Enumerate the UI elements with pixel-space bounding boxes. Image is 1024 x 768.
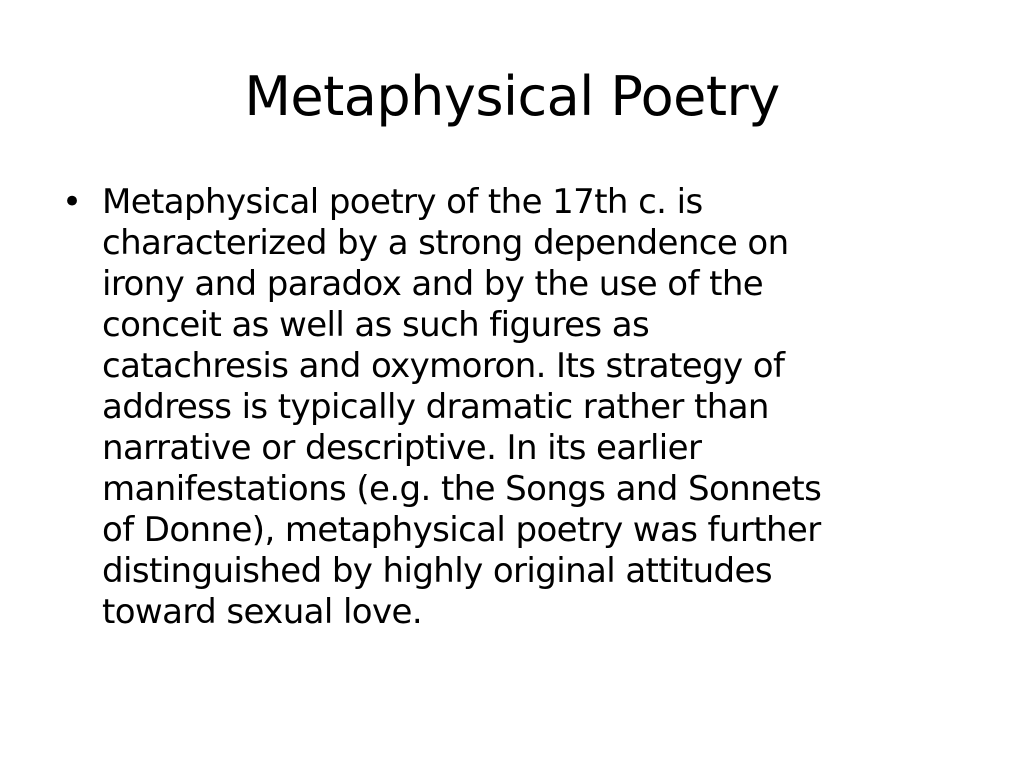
bullet-line: conceit as well as such figures as (102, 305, 650, 345)
bullet-line: distinguished by highly original attitudes (102, 551, 772, 591)
slide-body (62, 182, 962, 633)
bullet-line: toward sexual love. (102, 592, 423, 632)
bullet-line: characterized by a strong dependence on (102, 223, 789, 263)
bullet-line: address is typically dramatic rather than (102, 387, 769, 427)
bullet-line: catachresis and oxymoron. Its strategy of (102, 346, 785, 386)
slide-title: Metaphysical Poetry (244, 65, 780, 128)
bullet-list (62, 182, 962, 633)
bullet-item (62, 182, 962, 633)
bullet-line: narrative or descriptive. In its earlier (102, 428, 702, 468)
bullet-line: Metaphysical poetry of the 17th c. is (102, 182, 703, 222)
bullet-line: irony and paradox and by the use of the (102, 264, 764, 304)
bullet-marker: • (62, 182, 83, 222)
bullet-line: manifestations (e.g. the Songs and Sonnets (102, 469, 822, 509)
bullet-line: of Donne), metaphysical poetry was further (102, 510, 821, 550)
bullet-text (102, 182, 962, 633)
